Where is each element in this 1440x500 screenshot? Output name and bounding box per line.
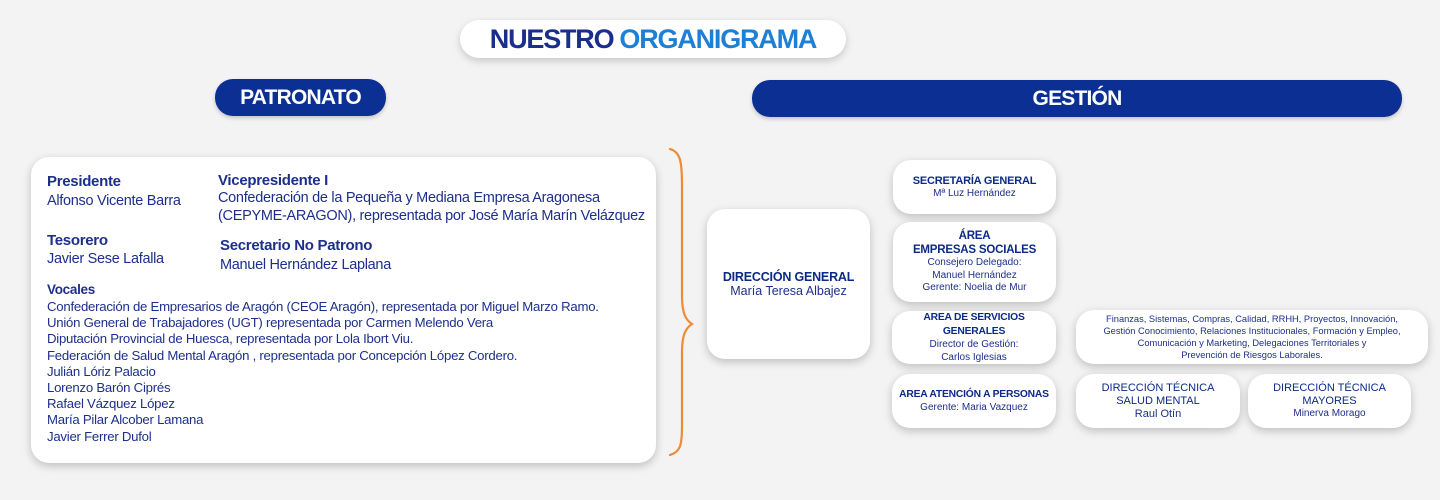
dt-mayores-title: DIRECCIÓN TÉCNICA MAYORES [1273,381,1386,407]
vocal-item: Unión General de Trabajadores (UGT) representada por Carmen Melendo Vera [47,315,494,331]
empresas-sociales-title1: ÁREA [958,230,991,243]
servicios-generales-line1: Director de Gestión: [929,339,1019,350]
direccion-general-title: DIRECCIÓN GENERAL [722,269,855,284]
vicepresidente-role: Vicepresidente I [218,172,328,189]
dt-mayores-name: Minerva Morago [1293,407,1366,419]
patronato-header: PATRONATO [215,79,386,116]
brace-connector [666,146,696,458]
vocal-item: Diputación Provincial de Huesca, representada por Lola Ibort Viu. [47,331,414,347]
title-word-organigrama: ORGANIGRAMA [619,23,817,54]
vicepresidente-line2: (CEPYME-ARAGON), representada por José María Marín Velázquez [218,208,645,224]
dt-salud-mental-box [1076,374,1240,428]
tesorero-role: Tesorero [47,232,108,249]
page-title [460,20,846,58]
vocal-item: Javier Ferrer Dufol [47,428,152,444]
empresas-sociales-box [893,222,1056,302]
dt-salud-mental-name: Raul Otín [1134,407,1182,420]
empresas-sociales-line3: Gerente: Noelia de Mur [922,282,1027,294]
funciones-box [1076,310,1428,364]
vocales-role: Vocales [47,282,95,297]
dt-salud-mental-title1: DIRECCIÓN TÉCNICA [1101,381,1215,394]
servicios-generales-box [892,311,1056,364]
servicios-generales-title: AREA DE SERVICIOS GENERALES [923,312,1025,337]
empresas-sociales-line1: Consejero Delegado: [927,257,1022,269]
dt-salud-mental-title2: SALUD MENTAL [1116,394,1200,407]
atencion-personas-line1: Gerente: Maria Vazquez [920,401,1028,413]
presidente-name: Alfonso Vicente Barra [47,193,181,209]
atencion-personas-box [892,374,1056,428]
secretario-name: Manuel Hernández Laplana [220,257,391,273]
empresas-sociales-title2: EMPRESAS SOCIALES [912,244,1037,257]
funciones-line4: Prevención de Riesgos Laborales. [1181,350,1323,360]
vocal-item: Julián Lóriz Palacio [47,363,156,379]
empresas-sociales-line2: Manuel Hernández [932,269,1017,281]
vocal-item: Rafael Vázquez López [47,396,175,412]
tesorero-name: Javier Sese Lafalla [47,251,164,267]
secretario-role: Secretario No Patrono [220,237,373,254]
direccion-general-name: María Teresa Albajez [730,283,847,298]
dt-mayores-box [1248,374,1411,428]
vocal-item: Federación de Salud Mental Aragón , representada por Concepción López Cordero. [47,347,518,363]
funciones-line1: Finanzas, Sistemas, Compras, Calidad, RRHH, Proyectos, Innovación, [1106,314,1398,324]
presidente-role: Presidente [47,173,121,190]
servicios-generales-line2: Carlos Iglesias [941,351,1007,363]
patronato-card [31,157,656,463]
gestion-header: GESTIÓN [752,80,1402,117]
vicepresidente-line1: Confederación de la Pequeña y Mediana Empresa Aragonesa [218,190,600,206]
title-word-nuestro: NUESTRO [489,23,614,54]
direccion-general-box [707,209,870,359]
vocales-list [47,299,599,445]
secretaria-general-title: SECRETARÍA GENERAL [912,174,1037,187]
funciones-line3: Comunicación y Marketing, Delegaciones Territoriales y [1137,338,1367,348]
funciones-line2: Gestión Conocimiento, Relaciones Institucionales, Formación y Empleo, [1103,326,1401,336]
secretaria-general-box [893,160,1056,214]
vocal-item: María Pilar Alcober Lamana [47,412,204,428]
vocal-item: Confederación de Empresarios de Aragón (CEOE Aragón), representada por Miguel Marzo Ramo. [47,299,599,314]
vocal-item: Lorenzo Barón Ciprés [47,380,171,396]
atencion-personas-title: AREA ATENCIÓN A PERSONAS [899,388,1049,400]
secretaria-general-name: Mª Luz Hernández [933,187,1016,199]
